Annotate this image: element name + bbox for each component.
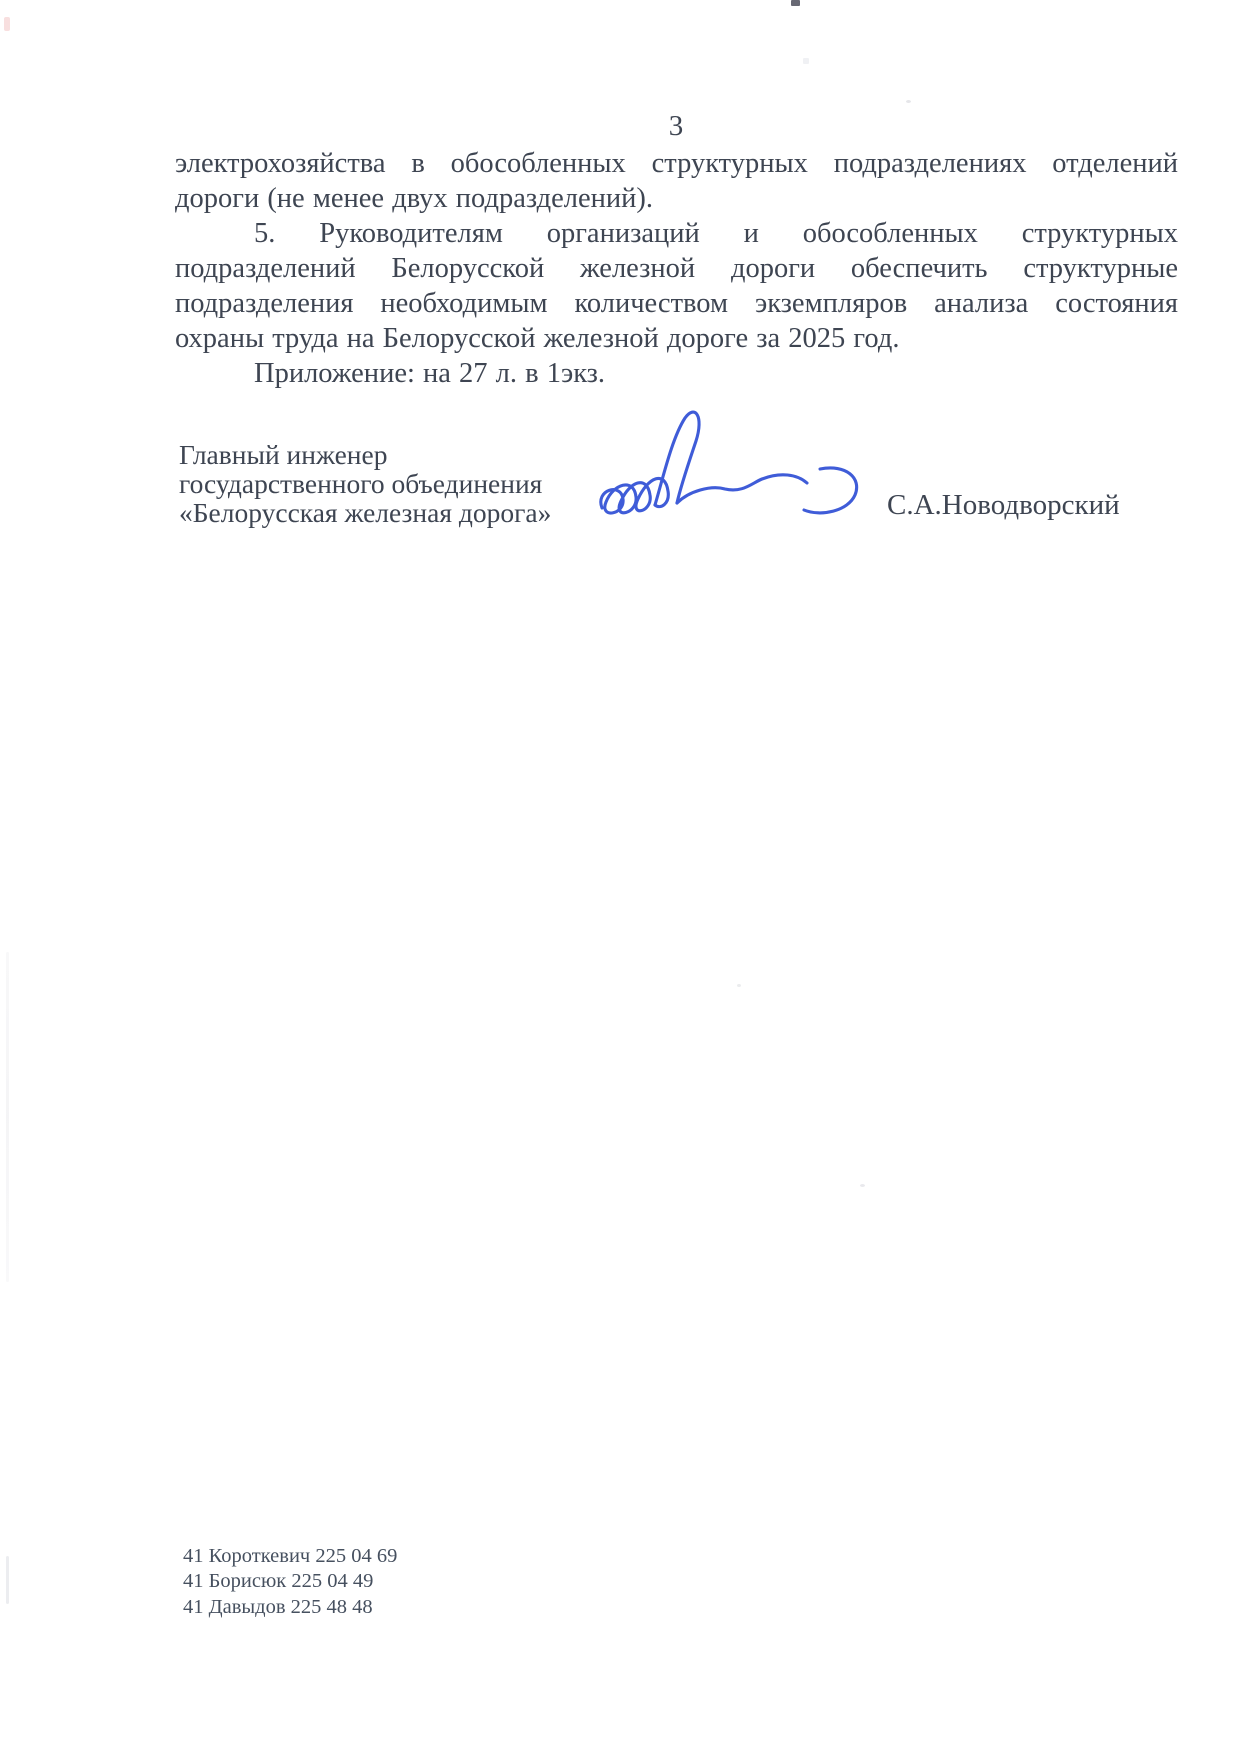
scan-artifact-left-edge — [6, 952, 9, 1282]
page-number: 3 — [668, 110, 684, 142]
scan-speck — [737, 984, 741, 987]
signer-name: С.А.Новодворский — [887, 489, 1120, 521]
scan-artifact-top-left — [4, 17, 10, 31]
scan-artifact-top-edge — [791, 0, 800, 6]
paragraph2-line2: подразделений Белорусской железной дороги обеспечить структурные — [175, 253, 1178, 284]
attachment-line: Приложение: на 27 л. в 1экз. — [254, 358, 606, 389]
paragraph2-line4: охраны труда на Белорусской железной дороге за 2025 год. — [175, 323, 900, 354]
signer-role — [179, 441, 551, 527]
scan-speck — [803, 58, 809, 64]
handwritten-signature-icon — [592, 406, 887, 536]
body-text — [175, 146, 1178, 391]
contact-line: 41 Борисюк 225 04 49 — [183, 1570, 374, 1593]
signer-role-line1: Главный инженер — [179, 439, 388, 470]
paragraph1-line1: электрохозяйства в обособленных структурных подразделениях отделений — [175, 148, 1178, 179]
signer-role-line3: «Белорусская железная дорога» — [179, 496, 552, 528]
signer-role-line2: государственного объединения — [179, 467, 543, 499]
paragraph2-line1: 5. Руководителям организаций и обособленных структурных — [254, 218, 1178, 249]
paragraph2-line3: подразделения необходимым количеством экземпляров анализа состояния — [175, 288, 1178, 319]
paragraph1-line2: дороги (не менее двух подразделений). — [175, 183, 654, 214]
contact-line: 41 Короткевич 225 04 69 — [183, 1545, 398, 1567]
scan-speck — [906, 100, 911, 103]
contact-line: 41 Давыдов 225 48 48 — [183, 1595, 373, 1618]
scan-speck — [860, 1184, 865, 1187]
footer-contacts — [183, 1544, 397, 1620]
scan-artifact-left-bottom — [6, 1556, 9, 1604]
